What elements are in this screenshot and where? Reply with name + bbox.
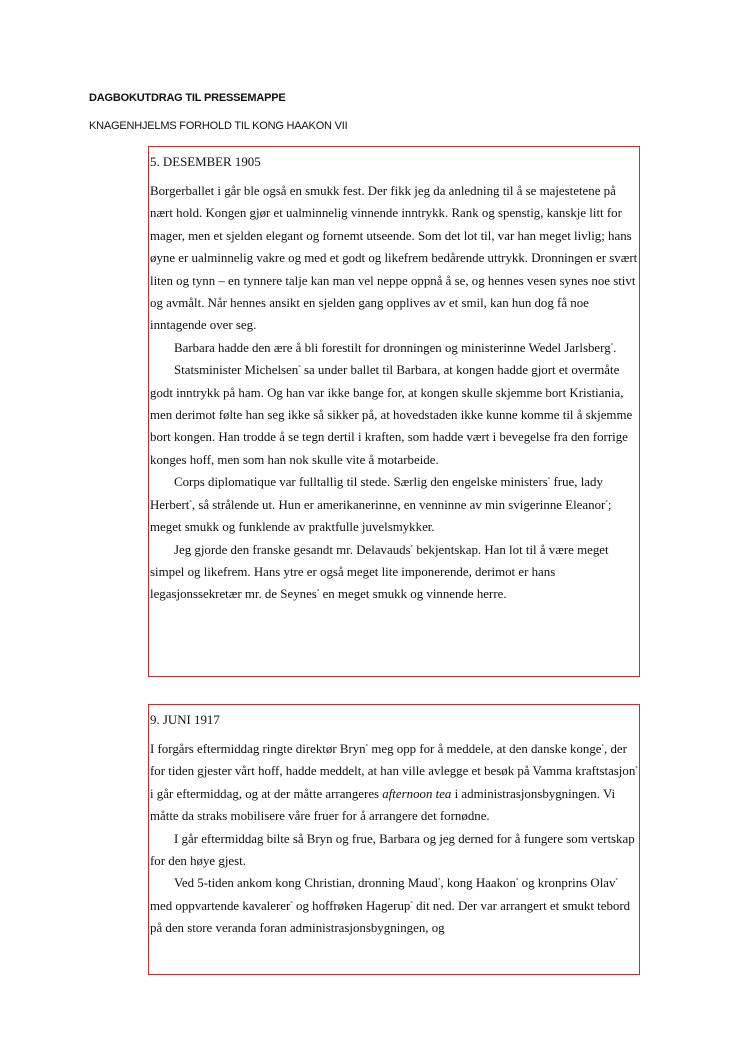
text: Barbara hadde den ære å bli forestilt for dronningen og ministerinne Wedel Jarlsberg	[174, 340, 611, 355]
entry-date: 5. DESEMBER 1905	[150, 155, 261, 169]
text: I forgårs eftermiddag ringte direktør Bryn	[150, 742, 366, 756]
paragraph	[150, 539, 639, 606]
entry-date: 9. JUNI 1917	[150, 713, 220, 727]
document-title: DAGBOKUTDRAG TIL PRESSEMAPPE	[89, 92, 286, 104]
paragraph	[150, 471, 639, 538]
footnote-marker: *	[290, 901, 293, 907]
text: og kronprins Olav	[518, 876, 616, 891]
text: og hoffrøken Hagerup	[292, 898, 411, 913]
italic-text: afternoon tea	[382, 786, 452, 801]
text: Jeg gjorde den franske gesandt mr. Delavauds	[174, 542, 411, 557]
paragraph	[150, 738, 639, 828]
footnote-marker: *	[605, 500, 608, 506]
text: sa under ballet til Barbara, at kongen hadde gjort et overmåte godt inntrykk på ham. Og han var ikke bange for, at kongen skulle skjemme bort Kristiania, men derimot følte han seg ikke så sikker på, at hovedstaden ikke kunne komme til å skjemme bort kongen. Han trodde å se tegn dertil i kraften, som hadde vært i bevegelse fra den forrige konges hoff, men som han nok skulle vite å motarbeide.	[150, 363, 633, 467]
diary-entry-1905	[148, 146, 640, 677]
paragraph	[150, 359, 639, 471]
text: meg opp for å meddele, at den danske konge	[368, 742, 602, 756]
paragraph	[150, 872, 639, 939]
paragraph: I går eftermiddag bilte så Bryn og frue, Barbara og jeg derned for å fungere som vertskap for den høye gjest.	[150, 831, 635, 869]
text: , der for tiden gjester vårt hoff, hadde meddelt, at han ville avlegge et besøk på Vamma kraftstasjon	[150, 742, 636, 779]
footnote-marker: *	[515, 879, 519, 885]
diary-entry-1917	[148, 704, 640, 975]
paragraph: Borgerballet i går ble også en smukk fest. Der fikk jeg da anledning til å se majestetene på nært hold. Kongen gjør et ualminnelig vinnende inntrykk. Rank og spenstig, kanskje litt for mager, men et sjelden elegant og fornemt utseende. Som det lot til, var han meget livlig; hans øyne er ualminnelig vakre og med et godt og likefrem bedårende uttrykk. Dronningen er svært liten og tynn – en tynnere talje kan man vel neppe oppnå å se, og hennes vesen synes noe stivt og avmålt. Når hennes ansikt en sjelden gang opplives av et smil, kan hun dog få noe inntagende over seg.	[150, 184, 638, 333]
text: i administrasjonsbygningen. Vi måtte da straks mobilisere våre fruer for å arrangere det fornødne.	[150, 786, 616, 824]
text: , kong Haakon	[440, 876, 516, 891]
text: ; meget smukk og funklende av praktfulle juvelsmykker.	[150, 497, 612, 535]
footnote-marker: *	[601, 744, 605, 750]
text: i går eftermiddag, og at der måtte arrangeres	[150, 786, 383, 801]
footnote-marker: *	[410, 545, 414, 551]
text: Ved 5-tiden ankom kong Christian, dronning Maud	[174, 876, 438, 891]
footnote-marker: *	[635, 767, 638, 773]
footnote-marker: *	[610, 343, 614, 349]
footnote-marker: *	[298, 365, 301, 371]
text: Corps diplomatique var fulltallig til stede. Særlig den engelske ministers	[174, 475, 548, 490]
footnote-marker: *	[189, 500, 192, 506]
document-subtitle: KNAGENHJELMS FORHOLD TIL KONG HAAKON VII	[89, 120, 348, 132]
text: , så strålende ut. Hun er amerikanerinne, en venninne av min svigerinne Eleanor	[191, 497, 606, 512]
text: en meget smukk og vinnende herre.	[319, 587, 507, 602]
footnote-marker: *	[437, 879, 441, 885]
footnote-marker: *	[410, 901, 413, 907]
footnote-marker: *	[316, 590, 320, 596]
footnote-marker: *	[547, 477, 551, 483]
text: bekjentskap. Han lot til å være meget simpel og likefrem. Hans ytre er også meget lite imponerende, derimot er hans legasjonssekretær mr. de Seynes	[150, 542, 609, 602]
text: Statsminister Michelsen	[174, 363, 299, 378]
paragraph	[150, 337, 639, 359]
text: dit ned. Der var arrangert et smukt tebord på den store veranda foran administrasjonsbygningen, og	[150, 898, 631, 936]
text: med oppvartende kavalerer	[150, 898, 291, 913]
footnote-marker: *	[365, 744, 369, 750]
footnote-marker: *	[615, 879, 618, 885]
text: .	[613, 340, 617, 355]
text: frue, lady Herbert	[150, 475, 603, 512]
